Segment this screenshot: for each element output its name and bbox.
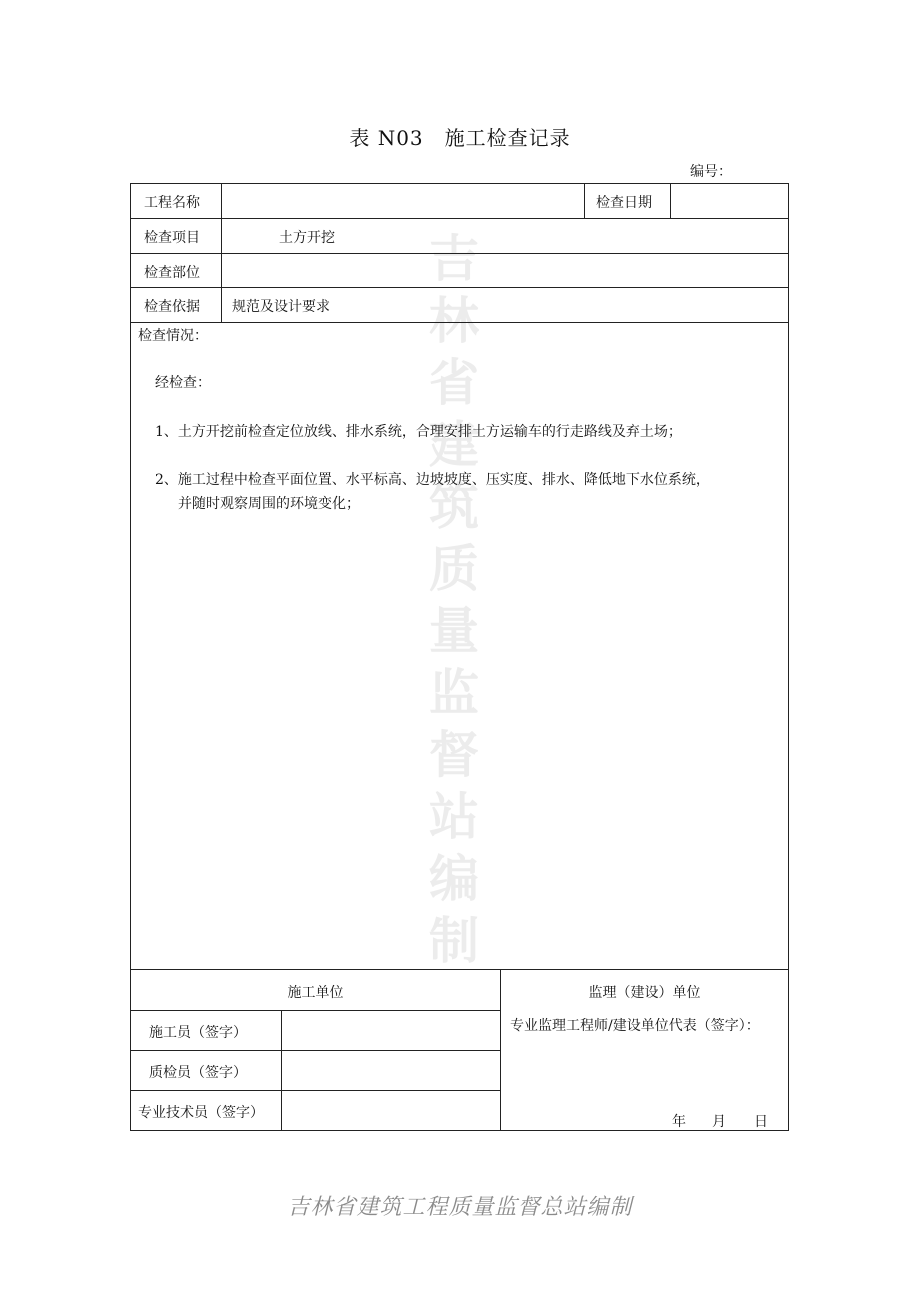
col-divider — [221, 183, 222, 322]
check-location-label: 检查部位 — [144, 265, 200, 281]
check-date-label: 检查日期 — [596, 195, 652, 211]
doc-number-label: 编号： — [690, 164, 732, 180]
inspection-intro: 经检查： — [155, 375, 211, 391]
check-item-label: 检查项目 — [144, 230, 200, 246]
row-divider — [130, 1010, 501, 1011]
date-day: 日 — [754, 1114, 768, 1130]
inspection-item-2: 2、施工过程中检查平面位置、水平标高、边坡坡度、压实度、排水、降低地下水位系统， — [155, 472, 710, 488]
contractor-unit-label: 施工单位 — [287, 985, 344, 1001]
project-name-label: 工程名称 — [144, 195, 200, 211]
supervision-unit-label: 监理（建设）单位 — [588, 985, 701, 1001]
footer-signature: 吉林省建筑工程质量监督总站编制 — [287, 1195, 633, 1220]
col-divider — [281, 1010, 282, 1131]
supervisor-sign-label: 专业监理工程师/建设单位代表（签字）： — [510, 1018, 760, 1034]
check-basis-field[interactable]: 规范及设计要求 — [232, 299, 330, 315]
row-divider — [130, 253, 789, 254]
check-item-field[interactable]: 土方开挖 — [279, 230, 335, 246]
technician-sign-label: 专业技术员（签字） — [138, 1105, 264, 1121]
row-divider — [130, 322, 789, 323]
inspection-heading: 检查情况： — [138, 328, 208, 344]
row-divider — [130, 287, 789, 288]
inspection-item-2-cont: 并随时观察周围的环境变化； — [178, 496, 360, 512]
row-divider — [130, 1050, 501, 1051]
col-divider — [584, 183, 585, 218]
check-basis-label: 检查依据 — [144, 299, 200, 315]
col-divider — [670, 183, 671, 218]
row-divider — [130, 969, 789, 970]
page-title: 表 N03 施工检查记录 — [349, 126, 571, 150]
quality-inspector-sign-label: 质检员（签字） — [149, 1065, 247, 1081]
row-divider — [130, 1090, 501, 1091]
constructor-sign-label: 施工员（签字） — [149, 1025, 247, 1041]
date-month: 月 — [712, 1114, 726, 1130]
watermark-text: 吉林省建筑质量监督站编制 — [421, 232, 479, 976]
row-divider — [130, 218, 789, 219]
date-year: 年 — [672, 1114, 686, 1130]
inspection-item-1: 1、土方开挖前检查定位放线、排水系统，合理安排土方运输车的行走路线及弃土场； — [155, 424, 682, 440]
